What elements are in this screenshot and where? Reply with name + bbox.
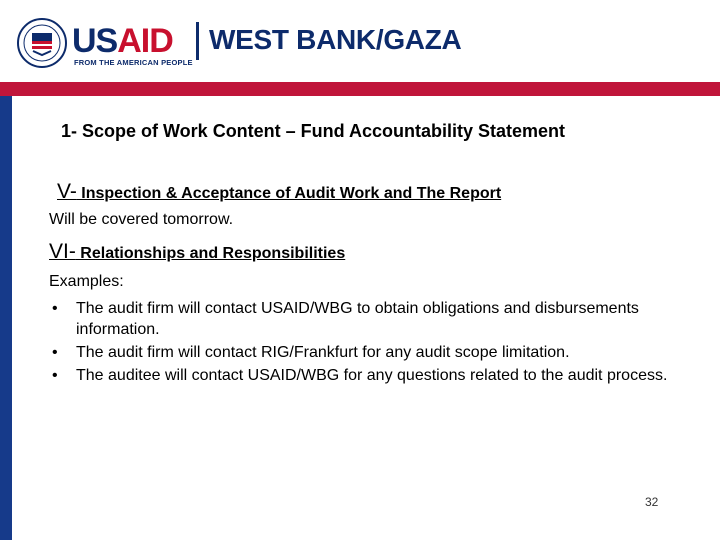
examples-label: Examples: [49, 273, 124, 290]
list-item: • The audit firm will contact RIG/Frankfurt for any audit scope limitation. [52, 344, 570, 361]
section-v-heading: V- Inspection & Acceptance of Audit Work and The Report [57, 180, 502, 203]
tagline: FROM THE AMERICAN PEOPLE [74, 58, 193, 67]
region-title: WEST BANK/GAZA [209, 24, 462, 55]
list-item: • The auditee will contact USAID/WBG for any questions related to the audit process. [52, 367, 668, 384]
slide-title: 1- Scope of Work Content – Fund Accountability Statement [61, 121, 566, 141]
header [0, 0, 720, 82]
page-number: 32 [645, 495, 659, 509]
section-vi-heading: VI- Relationships and Responsibilities [49, 240, 346, 263]
bullet-list [49, 298, 689, 388]
section-v-note: Will be covered tomorrow. [49, 211, 234, 228]
red-banner [0, 82, 720, 96]
list-item: • The audit firm will contact USAID/WBG to obtain obligations and disbursements information. [52, 300, 639, 338]
side-bar [0, 96, 12, 540]
logo-divider [196, 22, 199, 60]
usaid-logo-text: USAID [72, 22, 173, 60]
usaid-seal-icon [17, 18, 67, 68]
